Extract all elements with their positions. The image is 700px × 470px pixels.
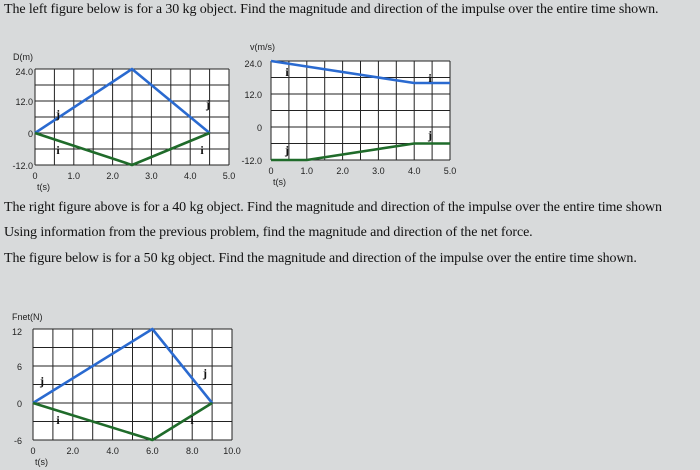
segment-label: j [285,143,289,157]
x-tick-label: 6.0 [146,446,159,456]
x-tick-label: 5.0 [443,166,457,176]
segment-label: j [203,366,207,380]
x-tick-label: 0 [268,166,274,176]
y-axis-label: v(m/s) [250,42,275,52]
segment-label: i [56,413,60,427]
segment-label: j [40,374,44,388]
problem-text-bottom-figure: The figure below is for a 50 kg object. Find the magnitude and direction of the impulse over the entire time shown. [4,251,637,266]
segment-label: i [190,413,194,427]
x-tick-label: 1.0 [67,171,81,181]
problem-text-left-figure: The left figure below is for a 30 kg object. Find the magnitude and direction of the impulse over the entire time shown. [4,2,659,17]
x-tick-label: 3.0 [372,166,385,176]
x-axis-label: t(s) [273,177,286,187]
x-tick-label: 2.0 [66,446,80,456]
x-tick-label: 0 [32,171,38,181]
y-tick-label: 0 [16,399,22,409]
segment-label: i [428,71,432,85]
y-tick-label: -12.0 [241,156,262,166]
y-axis-label: Fnet(N) [12,312,43,322]
x-tick-label: 3.0 [145,171,158,181]
x-tick-label: 10.0 [223,446,241,456]
y-tick-label: 24.0 [244,59,262,69]
segment-label: i [285,65,289,79]
x-tick-label: 4.0 [183,171,197,181]
segment-label: i [56,143,60,157]
segment-label: j [206,97,210,111]
y-tick-label: 0 [27,129,33,139]
x-tick-label: 1.0 [300,166,314,176]
y-axis-label: D(m) [13,52,33,62]
segment-label: j [56,107,60,121]
y-tick-label: 12 [11,327,22,337]
y-tick-label: 0 [256,123,262,133]
x-tick-label: 2.0 [106,171,119,181]
x-axis-label: t(s) [35,457,48,467]
x-tick-label: 8.0 [185,446,199,456]
segment-label: j [428,128,432,142]
y-tick-label: 24.0 [15,67,33,77]
x-tick-label: 5.0 [222,171,236,181]
y-tick-label: -12.0 [12,161,33,171]
y-tick-label: 12.0 [15,97,33,107]
y-tick-label: 12.0 [244,90,262,100]
y-tick-label: 6 [16,362,22,372]
problem-text-right-figure: The right figure above is for a 40 kg object. Find the magnitude and direction of the impulse over the entire time shown [4,200,662,215]
x-tick-label: 4.0 [106,446,119,456]
y-tick-label: -6 [13,436,22,446]
x-tick-label: 4.0 [407,166,421,176]
segment-label: i [200,143,204,157]
x-tick-label: 2.0 [336,166,349,176]
x-tick-label: 0 [30,446,36,456]
x-axis-label: t(s) [37,182,50,192]
problem-text-net-force: Using information from the previous problem, find the magnitude and direction of the net force. [4,225,533,240]
